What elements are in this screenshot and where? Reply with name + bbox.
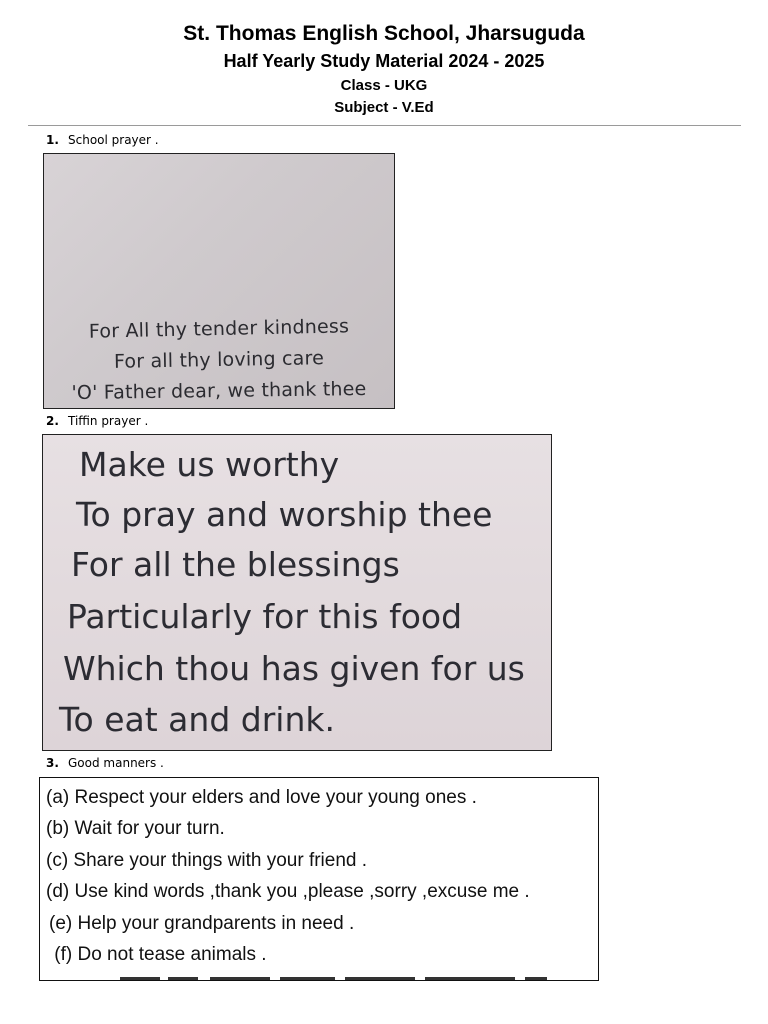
section-3-title: Good manners . bbox=[68, 756, 164, 770]
prayer-line: For All thy tender kindness bbox=[88, 315, 350, 343]
cropped-text-fragment bbox=[120, 974, 560, 981]
section-2-heading bbox=[46, 414, 148, 428]
section-1-title: School prayer . bbox=[68, 133, 159, 147]
section-3-number: 3. bbox=[46, 756, 59, 770]
header-divider bbox=[28, 125, 741, 126]
manners-item: (c) Share your things with your friend . bbox=[46, 850, 368, 871]
prayer-line: 'O' Father dear, we thank thee bbox=[71, 377, 367, 405]
tiffin-prayer-image bbox=[42, 434, 552, 751]
prayer-line: Particularly for this food bbox=[67, 597, 463, 636]
section-3-heading bbox=[46, 756, 164, 770]
prayer-line: To pray and worship thee bbox=[76, 495, 493, 534]
prayer-line: For all thy loving care bbox=[113, 347, 325, 373]
prayer-line: Which thou has given for us bbox=[63, 649, 525, 688]
manners-item: (b) Wait for your turn. bbox=[46, 818, 225, 839]
manners-item: (a) Respect your elders and love your young ones . bbox=[46, 787, 477, 808]
prayer-line: For all the blessings bbox=[71, 545, 400, 584]
section-1-number: 1. bbox=[46, 133, 59, 147]
section-2-title: Tiffin prayer . bbox=[68, 414, 149, 428]
good-manners-box bbox=[39, 777, 599, 981]
section-2-number: 2. bbox=[46, 414, 59, 428]
manners-item: (f) Do not tease animals . bbox=[49, 944, 267, 965]
class-label: Class - UKG bbox=[340, 77, 428, 94]
manners-item: (e) Help your grandparents in need . bbox=[49, 913, 355, 934]
school-name: St. Thomas English School, Jharsuguda bbox=[183, 22, 585, 45]
prayer-line: To eat and drink. bbox=[59, 700, 335, 739]
section-1-heading bbox=[46, 133, 159, 147]
material-title: Half Yearly Study Material 2024 - 2025 bbox=[223, 51, 545, 71]
school-prayer-image bbox=[43, 153, 395, 409]
prayer-line: Make us worthy bbox=[79, 445, 340, 484]
manners-item: (d) Use kind words ,thank you ,please ,sorry ,excuse me . bbox=[46, 881, 530, 902]
subject-label: Subject - V.Ed bbox=[334, 99, 434, 116]
